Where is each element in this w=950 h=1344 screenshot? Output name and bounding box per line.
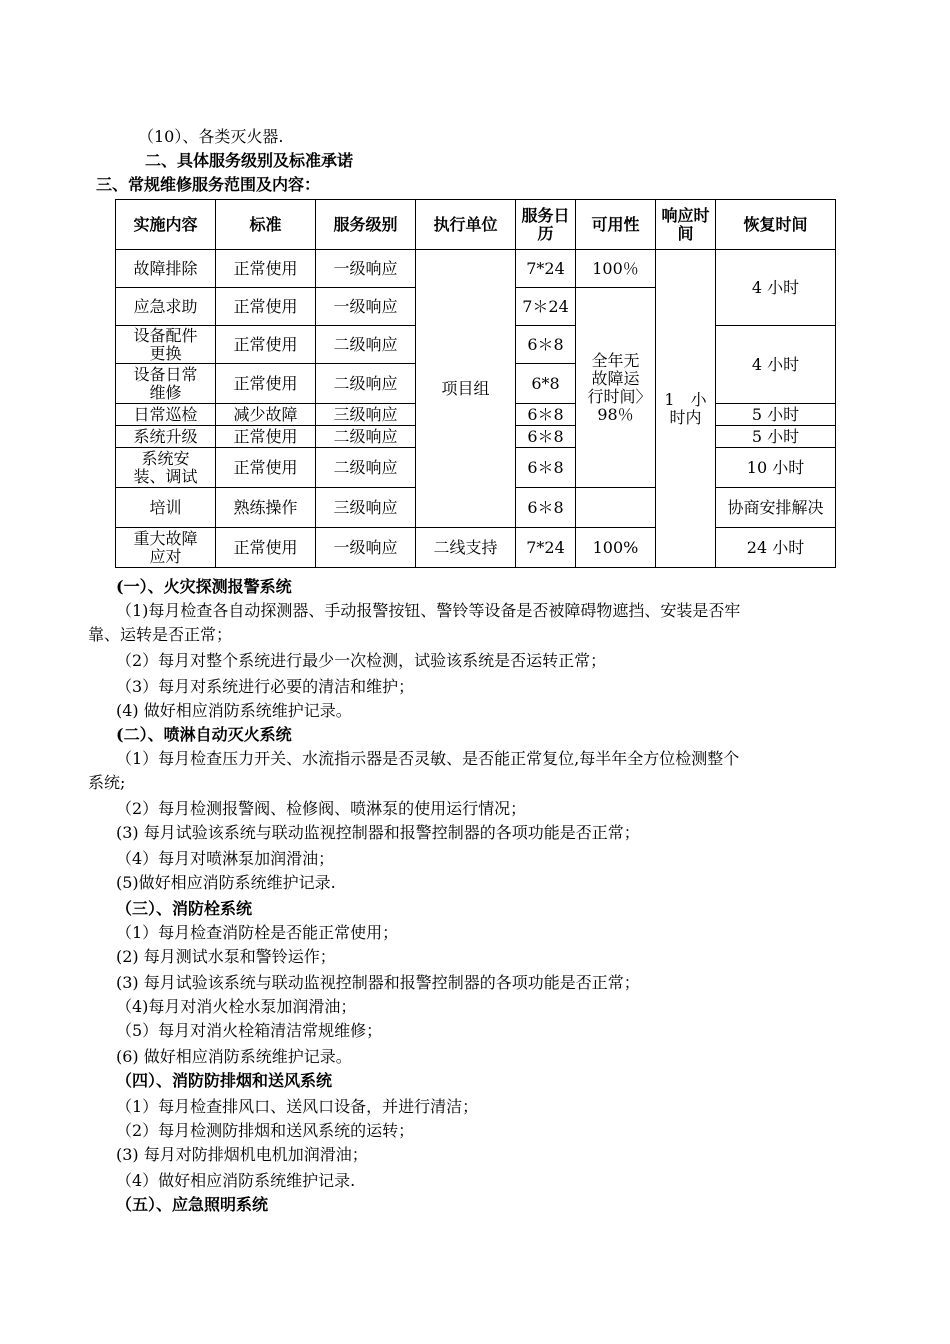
cell-calendar: 6*8 — [516, 364, 576, 404]
cell-standard: 正常使用 — [216, 426, 316, 448]
cell-level: 二级响应 — [316, 426, 416, 448]
cell-content: 重大故障应对 — [116, 528, 216, 568]
paragraph-line: (3) 每月试验该系统与联动监视控制器和报警控制器的各项功能是否正常； — [116, 973, 640, 992]
cell-standard: 正常使用 — [216, 288, 316, 326]
cell-level: 三级响应 — [316, 404, 416, 426]
cell-availability-empty — [576, 488, 656, 528]
cell-recovery: 10 小时 — [716, 448, 836, 488]
paragraph-line: （1）每月检查排风口、送风口设备，并进行清洁； — [116, 1097, 479, 1116]
cell-calendar: 7*24 — [516, 528, 576, 568]
cell-level: 一级响应 — [316, 250, 416, 288]
cell-level: 一级响应 — [316, 528, 416, 568]
cell-unit: 二线支持 — [416, 528, 516, 568]
table-header-row — [116, 200, 836, 250]
cell-availability: 100% — [576, 528, 656, 568]
cell-recovery: 协商安排解决 — [716, 488, 836, 528]
paragraph-line: （2）每月对整个系统进行最少一次检测，试验该系统是否运转正常； — [116, 651, 607, 670]
paragraph-line: （5）每月对消火栓箱清洁常规维修； — [116, 1021, 383, 1040]
cell-content: 故障排除 — [116, 250, 216, 288]
paragraph-line: 靠、运转是否正常； — [88, 625, 233, 644]
cell-calendar: 6＊8 — [516, 448, 576, 488]
paragraph-line: (3) 每月对防排烟机电机加润滑油； — [116, 1145, 368, 1164]
cell-level: 三级响应 — [316, 488, 416, 528]
header-content: 实施内容 — [116, 200, 216, 250]
cell-standard: 正常使用 — [216, 326, 316, 364]
table-row — [116, 250, 836, 288]
cell-availability-merged: 全年无故障运行时间〉98％ — [576, 288, 656, 488]
section-title-hydrant: （三）、消防栓系统 — [116, 899, 253, 918]
cell-content: 系统安装、调试 — [116, 448, 216, 488]
section-title-fire-alarm: (一）、火灾探测报警系统 — [116, 577, 292, 596]
paragraph-line: （2）每月检测防排烟和送风系统的运转； — [116, 1121, 415, 1140]
paragraph-line: (5)做好相应消防系统维护记录. — [116, 873, 336, 892]
section-title-smoke-exhaust: （四）、消防防排烟和送风系统 — [116, 1071, 333, 1090]
cell-calendar: 6＊8 — [516, 326, 576, 364]
cell-level: 二级响应 — [316, 364, 416, 404]
header-level: 服务级别 — [316, 200, 416, 250]
cell-level: 二级响应 — [316, 448, 416, 488]
cell-standard: 正常使用 — [216, 364, 316, 404]
heading-service-levels: 二、具体服务级别及标准承诺 — [145, 151, 354, 170]
cell-recovery: 4 小时 — [716, 250, 836, 326]
paragraph-line: (2) 每月测试水泵和警铃运作； — [116, 947, 336, 966]
cell-recovery: 4 小时 — [716, 326, 836, 404]
table-row — [116, 528, 836, 568]
paragraph-line: （4）做好相应消防系统维护记录. — [116, 1171, 356, 1190]
cell-recovery: 5 小时 — [716, 404, 836, 426]
cell-recovery: 5 小时 — [716, 426, 836, 448]
header-recovery: 恢复时间 — [716, 200, 836, 250]
cell-calendar: 6＊8 — [516, 488, 576, 528]
paragraph-line: （2）每月检测报警阀、检修阀、喷淋泵的使用运行情况； — [116, 799, 527, 818]
cell-content: 系统升级 — [116, 426, 216, 448]
cell-content: 日常巡检 — [116, 404, 216, 426]
header-calendar: 服务日历 — [516, 200, 576, 250]
cell-calendar: 7*24 — [516, 250, 576, 288]
header-availability: 可用性 — [576, 200, 656, 250]
header-unit: 执行单位 — [416, 200, 516, 250]
section-title-emergency-lighting: （五）、应急照明系统 — [116, 1195, 269, 1214]
paragraph-line: （1)每月检查各自动探测器、手动报警按钮、警铃等设备是否被障碍物遮挡、安装是否牢 — [116, 601, 741, 620]
paragraph-line: (4) 做好相应消防系统维护记录。 — [116, 701, 352, 720]
paragraph-line: 系统; — [88, 773, 126, 792]
cell-calendar: 6＊8 — [516, 426, 576, 448]
paragraph-line: （1）每月检查压力开关、水流指示器是否灵敏、是否能正常复位,每半年全方位检测整个 — [116, 749, 740, 768]
cell-standard: 熟练操作 — [216, 488, 316, 528]
cell-content: 设备配件更换 — [116, 326, 216, 364]
paragraph-line: (3) 每月试验该系统与联动监视控制器和报警控制器的各项功能是否正常； — [116, 823, 640, 842]
cell-level: 一级响应 — [316, 288, 416, 326]
cell-level: 二级响应 — [316, 326, 416, 364]
cell-availability: 100％ — [576, 250, 656, 288]
paragraph-line: （4)每月对消火栓水泵加润滑油； — [116, 997, 357, 1016]
cell-response-merged: 1 小时内 — [656, 250, 716, 568]
paragraph-line: （1）每月检查消防栓是否能正常使用； — [116, 923, 399, 942]
cell-content: 应急求助 — [116, 288, 216, 326]
cell-recovery: 24 小时 — [716, 528, 836, 568]
service-level-table — [115, 199, 836, 568]
cell-content: 培训 — [116, 488, 216, 528]
cell-standard: 正常使用 — [216, 528, 316, 568]
cell-content: 设备日常维修 — [116, 364, 216, 404]
paragraph-line: （4）每月对喷淋泵加润滑油； — [116, 849, 335, 868]
cell-unit-merged: 项目组 — [416, 250, 516, 528]
paragraph-line: （3）每月对系统进行必要的清洁和维护； — [116, 677, 415, 696]
cell-standard: 正常使用 — [216, 448, 316, 488]
header-standard: 标准 — [216, 200, 316, 250]
list-item-fire-extinguishers: （10）、各类灭火器. — [138, 127, 284, 146]
cell-calendar: 7＊24 — [516, 288, 576, 326]
section-title-sprinkler: (二）、喷淋自动灭火系统 — [116, 725, 292, 744]
paragraph-line: (6) 做好相应消防系统维护记录。 — [116, 1047, 352, 1066]
cell-standard: 减少故障 — [216, 404, 316, 426]
cell-standard: 正常使用 — [216, 250, 316, 288]
header-response: 响应时间 — [656, 200, 716, 250]
heading-maintenance-scope: 三、常规维修服务范围及内容： — [96, 175, 321, 194]
cell-calendar: 6＊8 — [516, 404, 576, 426]
